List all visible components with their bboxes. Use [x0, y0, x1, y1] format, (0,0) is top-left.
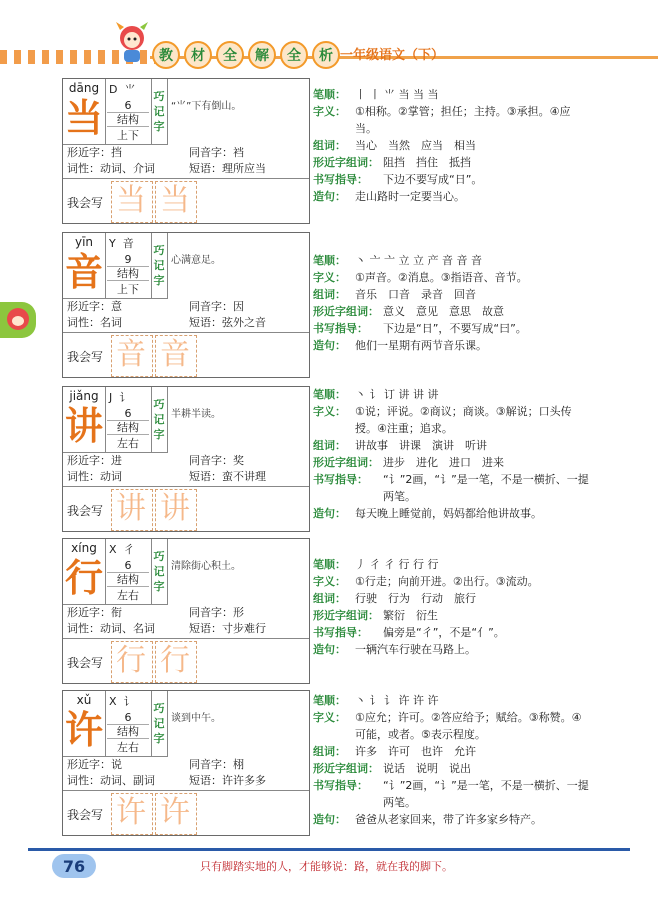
- writing-guide: “讠”2画，“讠”是一笔，不是一横折、一提两笔。: [383, 473, 589, 503]
- char-notes: [313, 86, 603, 205]
- page-header: [0, 0, 658, 70]
- stroke-order: 丶 亠 亠 立 立 产 音 音 音: [355, 254, 482, 267]
- structure: 上下: [117, 129, 139, 142]
- char-box: [63, 539, 106, 605]
- label-shuxie: 书写指导：: [313, 626, 368, 639]
- radical: 彳: [123, 543, 135, 556]
- tip-char: 记: [153, 259, 165, 272]
- big-char: 音: [64, 250, 103, 294]
- label-shuxie: 书写指导：: [313, 779, 368, 792]
- radical-letter: X: [109, 543, 117, 556]
- label-ziyi: 字义：: [313, 575, 346, 588]
- writing-practice: [63, 333, 309, 377]
- char-box: [63, 387, 106, 453]
- label-xingjin-zuci: 形近字组词：: [313, 305, 379, 318]
- similar-char: 形近字：衔: [67, 606, 122, 619]
- big-char: 讲: [64, 404, 103, 448]
- label-xingjin-zuci: 形近字组词：: [313, 609, 379, 622]
- label-xingjin-zuci: 形近字组词：: [313, 156, 379, 169]
- char-info: [105, 79, 152, 145]
- homophone: 同音字：裆: [189, 146, 244, 159]
- mnemonic: “⺌”下有倒山。: [171, 101, 242, 112]
- meaning: ①应允；许可。②答应给予；赋给。③称赞。④可能，或者。⑤表示程度。: [355, 711, 582, 741]
- mnemonic: 半耕半读。: [171, 409, 221, 420]
- tip-char: 记: [153, 105, 165, 118]
- meaning: ①说；评说。②商议；商谈。③解说；口头传授。④注重；追求。: [355, 405, 572, 435]
- radical-letter: D: [109, 83, 118, 96]
- char-notes: [313, 252, 603, 354]
- stroke-count: 6: [124, 99, 132, 112]
- mnemonic: 清除街心积土。: [171, 561, 241, 572]
- char-box: [63, 691, 106, 757]
- word-group: 行驶 行为 行动 旅行: [355, 592, 476, 605]
- pinyin: dāng: [68, 81, 100, 95]
- title-char: 教: [152, 41, 180, 69]
- mascot-face-icon: [7, 308, 29, 330]
- title-char: 全: [280, 41, 308, 69]
- writing-practice: [63, 791, 309, 835]
- label-bishun: 笔顺：: [313, 88, 346, 101]
- similar-char: 形近字：意: [67, 300, 122, 313]
- write-label: 我会写: [67, 808, 104, 822]
- label-shuxie: 书写指导：: [313, 322, 368, 335]
- trace-char: 许: [160, 795, 190, 830]
- char-card: [62, 690, 310, 836]
- writing-practice: [63, 487, 309, 531]
- mnemonic: 谈到中午。: [171, 713, 221, 724]
- part-of-speech: 词性：动词: [67, 470, 122, 483]
- label-ziyi: 字义：: [313, 271, 346, 284]
- similar-char: 形近字：说: [67, 758, 122, 771]
- footer-rule: [28, 848, 630, 851]
- memory-tip-label: [151, 691, 168, 757]
- trace-char: 当: [116, 183, 146, 218]
- radical-letter: J: [109, 391, 113, 404]
- tip-char: 字: [153, 580, 165, 593]
- stroke-count: 6: [124, 711, 132, 724]
- char-info: [105, 233, 152, 299]
- structure-label: 结构: [107, 266, 149, 281]
- char-details: [63, 298, 309, 333]
- radical: 讠: [119, 391, 131, 404]
- phrase: 短语：蛮不讲理: [189, 470, 266, 483]
- trace-char: 音: [160, 337, 190, 372]
- stroke-count: 6: [124, 407, 132, 420]
- mnemonic: 心满意足。: [171, 255, 221, 266]
- trace-char: 当: [160, 183, 190, 218]
- char-notes: [313, 386, 603, 522]
- writing-practice: [63, 179, 309, 223]
- label-xingjin-zuci: 形近字组词：: [313, 762, 379, 775]
- structure: 左右: [117, 741, 139, 754]
- tip-char: 巧: [153, 702, 165, 715]
- char-card: [62, 386, 310, 532]
- example-sentence: 爸爸从老家回来，带了许多家乡特产。: [355, 813, 542, 826]
- char-card: [62, 538, 310, 684]
- label-bishun: 笔顺：: [313, 254, 346, 267]
- char-notes: [313, 556, 603, 658]
- similar-char: 形近字：进: [67, 454, 122, 467]
- example-sentence: 一辆汽车行驶在马路上。: [355, 643, 476, 656]
- example-sentence: 走山路时一定要当心。: [355, 190, 465, 203]
- tip-char: 字: [153, 428, 165, 441]
- tip-char: 巧: [153, 550, 165, 563]
- char-card: [62, 78, 310, 224]
- radical-row: [109, 389, 130, 405]
- homophone: 同音字：因: [189, 300, 244, 313]
- writing-guide: “讠”2画，“讠”是一笔，不是一横折、一提两笔。: [383, 779, 589, 809]
- tip-char: 记: [153, 413, 165, 426]
- similar-char: 形近字：挡: [67, 146, 122, 159]
- structure: 左右: [117, 589, 139, 602]
- example-sentence: 每天晚上睡觉前，妈妈都给他讲故事。: [355, 507, 542, 520]
- stroke-order: 丶 讠 订 讲 讲 讲: [355, 388, 439, 401]
- phrase: 短语：理所应当: [189, 162, 266, 175]
- char-details: [63, 452, 309, 487]
- big-char: 当: [64, 96, 103, 140]
- structure-label: 结构: [107, 572, 149, 587]
- radical-row: [109, 81, 135, 97]
- char-info: [105, 539, 152, 605]
- tip-char: 字: [153, 120, 165, 133]
- tip-char: 巧: [153, 90, 165, 103]
- trace-char: 讲: [160, 491, 190, 526]
- char-details: [63, 756, 309, 791]
- label-bishun: 笔顺：: [313, 694, 346, 707]
- write-label: 我会写: [67, 350, 104, 364]
- part-of-speech: 词性：动词、介词: [67, 162, 155, 175]
- similar-word-group: 说话 说明 说出: [383, 762, 471, 775]
- label-zaoju: 造句：: [313, 190, 346, 203]
- memory-tip-label: [151, 79, 168, 145]
- meaning: ①声音。②消息。③指语音、音节。: [355, 271, 528, 284]
- part-of-speech: 词性：动词、名词: [67, 622, 155, 635]
- page-number: 76: [52, 854, 96, 878]
- label-ziyi: 字义：: [313, 405, 346, 418]
- title-char: 全: [216, 41, 244, 69]
- stroke-count: 9: [124, 253, 132, 266]
- label-zaoju: 造句：: [313, 339, 346, 352]
- label-zuci: 组词：: [313, 439, 346, 452]
- tip-char: 字: [153, 274, 165, 287]
- memory-tip-label: [151, 539, 168, 605]
- radical: 讠: [123, 695, 135, 708]
- writing-guide: 下边不要写成“日”。: [383, 173, 483, 186]
- trace-char: 行: [116, 643, 146, 678]
- tip-char: 巧: [153, 398, 165, 411]
- stroke-order: 丨 丨 ⺌ 当 当 当: [355, 88, 439, 101]
- radical-row: [109, 235, 134, 251]
- structure-label: 结构: [107, 112, 149, 127]
- label-bishun: 笔顺：: [313, 558, 346, 571]
- label-zuci: 组词：: [313, 139, 346, 152]
- part-of-speech: 词性：名词: [67, 316, 122, 329]
- phrase: 短语：许许多多: [189, 774, 266, 787]
- homophone: 同音字：形: [189, 606, 244, 619]
- label-xingjin-zuci: 形近字组词：: [313, 456, 379, 469]
- trace-char: 行: [160, 643, 190, 678]
- similar-word-group: 意义 意见 意思 故意: [383, 305, 504, 318]
- word-group: 讲故事 讲课 演讲 听讲: [355, 439, 487, 452]
- tip-char: 巧: [153, 244, 165, 257]
- phrase: 短语：弦外之音: [189, 316, 266, 329]
- label-bishun: 笔顺：: [313, 388, 346, 401]
- char-info: [105, 387, 152, 453]
- similar-word-group: 进步 进化 进口 进来: [383, 456, 504, 469]
- radical: 音: [122, 237, 134, 250]
- char-info: [105, 691, 152, 757]
- big-char: 行: [64, 556, 103, 600]
- footer-motto: 只有脚踏实地的人，才能够说：路，就在我的脚下。: [200, 860, 453, 873]
- label-zaoju: 造句：: [313, 507, 346, 520]
- writing-guide: 偏旁是“彳”，不是“亻”。: [383, 626, 505, 639]
- radical: ⺌: [124, 83, 136, 96]
- write-label: 我会写: [67, 196, 104, 210]
- radical-letter: X: [109, 695, 117, 708]
- writing-practice: [63, 639, 309, 683]
- homophone: 同音字：奖: [189, 454, 244, 467]
- label-shuxie: 书写指导：: [313, 473, 368, 486]
- label-zaoju: 造句：: [313, 813, 346, 826]
- structure-label: 结构: [107, 420, 149, 435]
- title-char: 析: [312, 41, 340, 69]
- radical-row: [109, 541, 135, 557]
- grade-label: 一年级语文（下）: [340, 48, 445, 63]
- label-zaoju: 造句：: [313, 643, 346, 656]
- writing-guide: 下边是“日”，不要写成“曰”。: [383, 322, 527, 335]
- mascot-icon: [112, 20, 152, 64]
- stroke-order: 丿 彳 彳 行 行 行: [355, 558, 439, 571]
- title-char: 解: [248, 41, 276, 69]
- char-card: [62, 232, 310, 378]
- phrase: 短语：寸步难行: [189, 622, 266, 635]
- side-tab: [0, 302, 36, 338]
- write-label: 我会写: [67, 656, 104, 670]
- pinyin: xíng: [71, 541, 97, 555]
- label-zuci: 组词：: [313, 592, 346, 605]
- trace-char: 讲: [116, 491, 146, 526]
- label-zuci: 组词：: [313, 745, 346, 758]
- example-sentence: 他们一星期有两节音乐课。: [355, 339, 487, 352]
- stroke-count: 6: [124, 559, 132, 572]
- label-ziyi: 字义：: [313, 105, 346, 118]
- char-details: [63, 144, 309, 179]
- label-shuxie: 书写指导：: [313, 173, 368, 186]
- label-ziyi: 字义：: [313, 711, 346, 724]
- pinyin: xǔ: [76, 693, 92, 707]
- tip-char: 记: [153, 717, 165, 730]
- meaning: ①相称。②掌管；担任；主持。③承担。④应当。: [355, 105, 571, 135]
- trace-char: 许: [116, 795, 146, 830]
- char-box: [63, 79, 106, 145]
- radical-letter: Y: [109, 237, 116, 250]
- char-box: [63, 233, 106, 299]
- char-notes: [313, 692, 603, 828]
- homophone: 同音字：栩: [189, 758, 244, 771]
- structure: 上下: [117, 283, 139, 296]
- pinyin: jiǎng: [69, 389, 99, 403]
- char-details: [63, 604, 309, 639]
- memory-tip-label: [151, 387, 168, 453]
- book-title: [152, 41, 340, 69]
- trace-char: 音: [116, 337, 146, 372]
- pinyin: yīn: [74, 235, 94, 249]
- word-group: 当心 当然 应当 相当: [355, 139, 476, 152]
- structure-label: 结构: [107, 724, 149, 739]
- tip-char: 字: [153, 732, 165, 745]
- write-label: 我会写: [67, 504, 104, 518]
- meaning: ①行走；向前开进。②出行。③流动。: [355, 575, 539, 588]
- radical-row: [109, 693, 135, 709]
- similar-word-group: 繁衍 衍生: [383, 609, 438, 622]
- structure: 左右: [117, 437, 139, 450]
- similar-word-group: 阻挡 挡住 抵挡: [383, 156, 471, 169]
- word-group: 音乐 口音 录音 回音: [355, 288, 476, 301]
- tip-char: 记: [153, 565, 165, 578]
- memory-tip-label: [151, 233, 168, 299]
- big-char: 许: [64, 708, 103, 752]
- stroke-order: 丶 讠 讠 许 许 许: [355, 694, 439, 707]
- part-of-speech: 词性：动词、副词: [67, 774, 155, 787]
- title-char: 材: [184, 41, 212, 69]
- label-zuci: 组词：: [313, 288, 346, 301]
- word-group: 许多 许可 也许 允许: [355, 745, 476, 758]
